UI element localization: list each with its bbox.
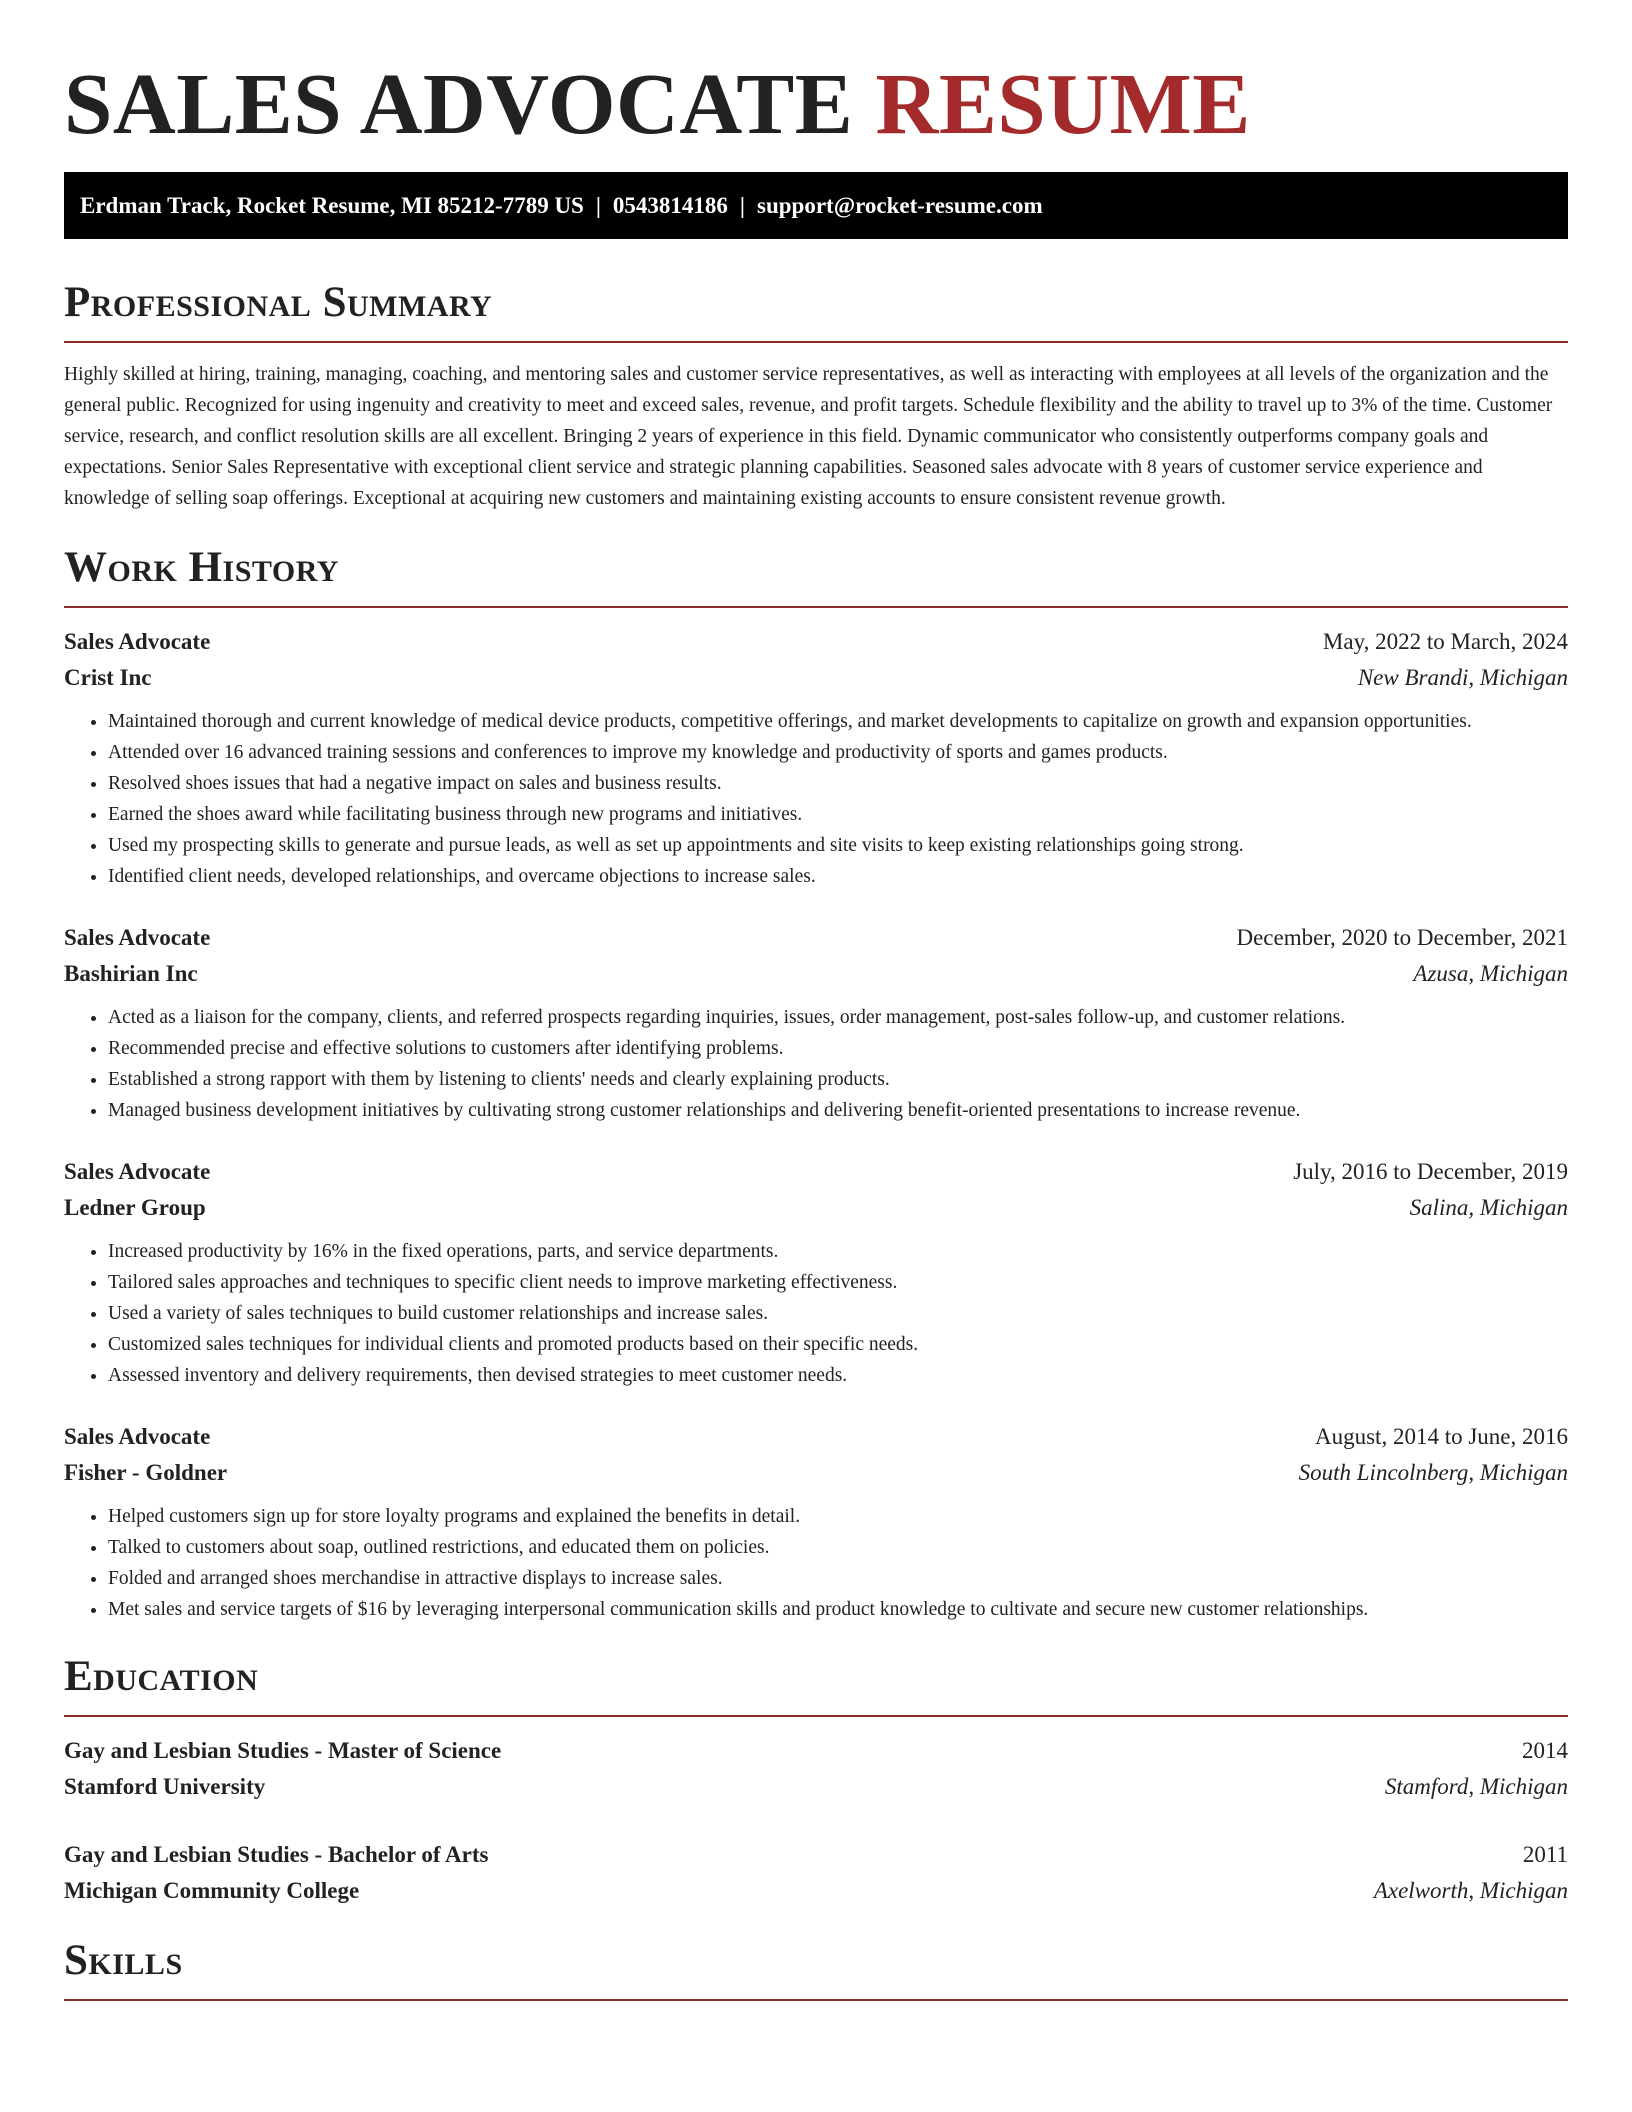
job-company: Bashirian Inc [64, 961, 198, 986]
contact-phone: 0543814186 [612, 193, 728, 218]
job-bullet: • Identified client needs, developed relationships, and overcame objections to increase sales. [108, 861, 1568, 892]
job-bullet: • Folded and arranged shoes merchandise in attractive displays to increase sales. [108, 1563, 1568, 1594]
job-bullet: • Acted as a liaison for the company, clients, and referred prospects regarding inquiries, issues, order management, post-sales follow-up, and customer relations. [108, 1002, 1568, 1033]
job-title: Sales Advocate [64, 925, 211, 950]
education-location: Axelworth, Michigan [1373, 1878, 1568, 1903]
job-company: Ledner Group [64, 1195, 206, 1220]
job-bullet: • Earned the shoes award while facilitating business through new programs and initiatives. [108, 799, 1568, 830]
job-title-row [64, 624, 1568, 660]
job-bullet: • Attended over 16 advanced training sessions and conferences to improve my knowledge and productivity of sports and games products. [108, 737, 1568, 768]
job-bullet: • Used a variety of sales techniques to build customer relationships and increase sales. [108, 1298, 1568, 1329]
job-company: Crist Inc [64, 665, 152, 690]
job-entry [64, 920, 1568, 1126]
job-dates: July, 2016 to December, 2019 [1293, 1159, 1568, 1184]
job-bullet: • Talked to customers about soap, outlined restrictions, and educated them on policies. [108, 1532, 1568, 1563]
education-heading: Education [64, 1651, 1568, 1717]
education-year: 2014 [1522, 1738, 1568, 1763]
job-bullet-list [64, 1002, 1568, 1126]
summary-heading: Professional Summary [64, 277, 1568, 343]
education-degree-row [64, 1733, 1568, 1769]
resume-title [64, 52, 1568, 156]
contact-separator: | [595, 193, 601, 218]
job-company-row [64, 660, 1568, 696]
job-bullet-list [64, 1501, 1568, 1625]
education-school: Michigan Community College [64, 1878, 360, 1903]
contact-separator: | [739, 193, 745, 218]
job-bullet: • Established a strong rapport with them by listening to clients' needs and clearly explaining products. [108, 1064, 1568, 1095]
job-bullet: • Assessed inventory and delivery requirements, then devised strategies to meet customer needs. [108, 1360, 1568, 1391]
job-bullet-list [64, 706, 1568, 892]
job-title: Sales Advocate [64, 1159, 211, 1184]
job-bullet: • Met sales and service targets of $16 by leveraging interpersonal communication skills and product knowledge to cultivate and secure new customer relationships. [108, 1594, 1568, 1625]
job-bullet: • Increased productivity by 16% in the fixed operations, parts, and service departments. [108, 1236, 1568, 1267]
job-company-row [64, 1190, 1568, 1226]
job-entry [64, 1154, 1568, 1391]
education-year: 2011 [1522, 1842, 1568, 1867]
job-bullet: • Maintained thorough and current knowledge of medical device products, competitive offerings, and market developments to capitalize on growth and expansion opportunities. [108, 706, 1568, 737]
title-accent: RESUME [875, 55, 1251, 152]
job-title: Sales Advocate [64, 629, 211, 654]
education-list [64, 1733, 1568, 1909]
work-history-list [64, 624, 1568, 1625]
job-bullet-list [64, 1236, 1568, 1391]
job-location: New Brandi, Michigan [1357, 665, 1568, 690]
education-entry [64, 1733, 1568, 1805]
title-main: SALES ADVOCATE [64, 55, 854, 152]
education-degree-row [64, 1837, 1568, 1873]
job-company: Fisher - Goldner [64, 1460, 228, 1485]
job-bullet: • Used my prospecting skills to generate and pursue leads, as well as set up appointments and site visits to keep existing relationships going strong. [108, 830, 1568, 861]
job-location: South Lincolnberg, Michigan [1298, 1460, 1568, 1485]
job-company-row [64, 956, 1568, 992]
education-entry [64, 1837, 1568, 1909]
job-bullet: • Customized sales techniques for individual clients and promoted products based on their specific needs. [108, 1329, 1568, 1360]
education-school: Stamford University [64, 1774, 266, 1799]
job-bullet: • Managed business development initiatives by cultivating strong customer relationships and delivering benefit-oriented presentations to increase revenue. [108, 1095, 1568, 1126]
work-history-heading: Work History [64, 542, 1568, 608]
contact-address: Erdman Track, Rocket Resume, MI 85212-7789 US [80, 193, 584, 218]
job-dates: May, 2022 to March, 2024 [1322, 629, 1568, 654]
job-entry [64, 1419, 1568, 1625]
job-location: Salina, Michigan [1409, 1195, 1568, 1220]
job-dates: August, 2014 to June, 2016 [1315, 1424, 1568, 1449]
job-title-row [64, 920, 1568, 956]
summary-text: Highly skilled at hiring, training, managing, coaching, and mentoring sales and customer service representatives, as well as interacting with employees at all levels of the organization and the general public. Recognized for using ingenuity and creativity to meet and exceed sales, revenue, and profit targets. Schedule flexibility and the ability to travel up to 3% of the time. Customer service, research, and conflict resolution skills are all excellent. Bringing 2 years of experience in this field. Dynamic communicator who consistently outperforms company goals and expectations. Senior Sales Representative with exceptional client service and strategic planning capabilities. Seasoned sales advocate with 8 years of customer service experience and knowledge of selling soap offerings. Exceptional at acquiring new customers and maintaining existing accounts to ensure consistent revenue growth. [64, 364, 1553, 509]
job-dates: December, 2020 to December, 2021 [1236, 925, 1568, 950]
job-location: Azusa, Michigan [1413, 961, 1568, 986]
job-bullet: • Helped customers sign up for store loyalty programs and explained the benefits in detail. [108, 1501, 1568, 1532]
job-title: Sales Advocate [64, 1424, 211, 1449]
education-location: Stamford, Michigan [1384, 1774, 1568, 1799]
job-title-row [64, 1154, 1568, 1190]
education-degree: Gay and Lesbian Studies - Master of Science [64, 1738, 502, 1763]
job-bullet: • Recommended precise and effective solutions to customers after identifying problems. [108, 1033, 1568, 1064]
resume-content [64, 52, 1568, 2001]
education-degree: Gay and Lesbian Studies - Bachelor of Arts [64, 1842, 489, 1867]
job-company-row [64, 1455, 1568, 1491]
education-school-row [64, 1769, 1568, 1805]
contact-email: support@rocket-resume.com [757, 193, 1043, 218]
job-entry [64, 624, 1568, 892]
job-bullet: • Resolved shoes issues that had a negative impact on sales and business results. [108, 768, 1568, 799]
skills-heading: Skills [64, 1935, 1568, 2001]
job-title-row [64, 1419, 1568, 1455]
job-bullet: • Tailored sales approaches and techniques to specific client needs to improve marketing effectiveness. [108, 1267, 1568, 1298]
education-school-row [64, 1873, 1568, 1909]
contact-bar [64, 172, 1568, 239]
